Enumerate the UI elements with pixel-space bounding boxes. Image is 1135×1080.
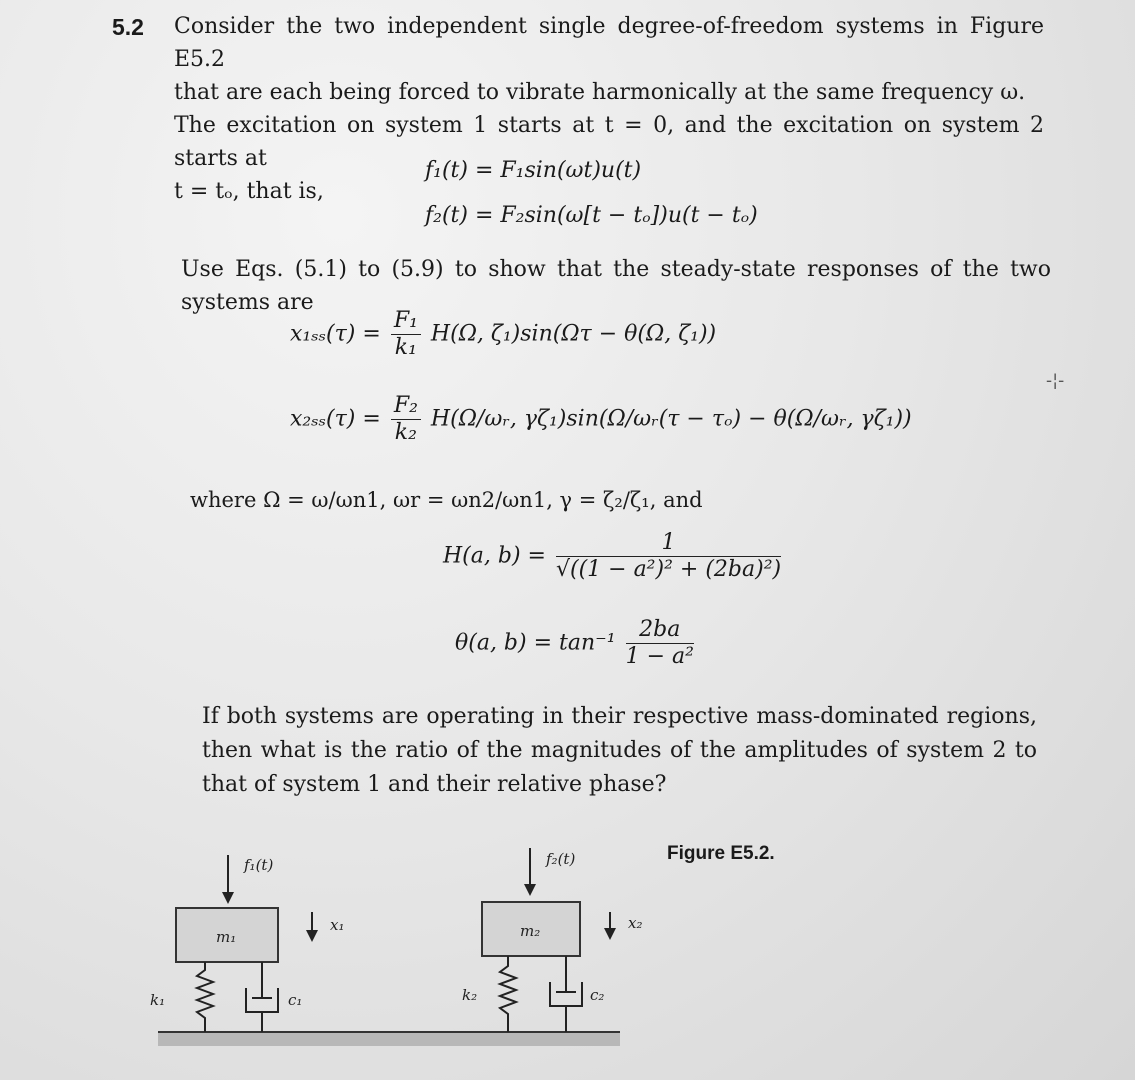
disp-arrowhead-2 — [604, 928, 616, 940]
corner-marker: -¦- — [1046, 370, 1065, 391]
use-equations-text: Use Eqs. (5.1) to (5.9) to show that the steady-state responses of the two systems are — [181, 257, 1051, 315]
x1-fraction — [391, 308, 421, 361]
x1-numerator: F₁ — [391, 308, 421, 335]
x2-rhs: H(Ω/ωᵣ, γζ₁)sin(Ω/ωᵣ(τ − τₒ) − θ(Ω/ωᵣ, γζ₁)) — [430, 406, 912, 432]
h-fraction — [556, 530, 781, 583]
x2-numerator: F₂ — [391, 393, 421, 420]
x2-fraction — [391, 393, 421, 446]
intro-line-2: that are each being forced to vibrate harmonically at the same frequency ω. — [174, 80, 1026, 105]
h-denominator: √((1 − a²)² + (2ba)²) — [555, 557, 782, 582]
equation-x2ss — [290, 393, 912, 446]
x2-lhs: x₂ₛₛ(τ) = — [290, 406, 381, 432]
figure-label: Figure E5.2. — [667, 843, 775, 864]
theta-numerator: 2ba — [626, 617, 694, 644]
theta-fraction — [626, 617, 694, 670]
theta-denominator: 1 − a² — [625, 644, 694, 669]
equation-f1: f₁(t) = F₁sin(ωt)u(t) — [425, 158, 642, 183]
spring-1 — [197, 962, 213, 1032]
h-numerator: 1 — [556, 530, 781, 557]
intro-line-4: t = tₒ, that is, — [174, 179, 324, 204]
damper-label-2: c₂ — [590, 986, 605, 1004]
x1-lhs: x₁ₛₛ(τ) = — [290, 321, 381, 347]
equation-theta — [455, 617, 697, 670]
problem-number: 5.2 — [112, 14, 144, 40]
mass-label-1: m₁ — [216, 928, 237, 946]
spring-2 — [500, 956, 516, 1032]
h-lhs: H(a, b) = — [443, 543, 546, 569]
figure-e5-2 — [0, 820, 1135, 1080]
intro-line-3: The excitation on system 1 starts at t = 0, and the excitation on system 2 starts at — [174, 113, 1044, 171]
x2-denominator: k₂ — [394, 420, 417, 445]
disp-label-2: x₂ — [628, 914, 643, 932]
force-arrowhead-1 — [222, 892, 234, 904]
x1-rhs: H(Ω, ζ₁)sin(Ωτ − θ(Ω, ζ₁)) — [430, 321, 717, 347]
ground — [158, 1032, 620, 1046]
question-text: If both systems are operating in their respective mass-dominated regions, then what is the ratio of the magnitudes of the amplitudes of system 2 to that of system 1 and their relative phase? — [202, 704, 1037, 797]
where-definitions: where Ω = ω/ωn1, ωr = ωn2/ωn1, γ = ζ₂/ζ₁, and — [190, 488, 703, 512]
spring-label-2: k₂ — [462, 986, 478, 1004]
force-label-2: f₂(t) — [546, 850, 576, 868]
equation-h — [443, 530, 784, 583]
force-label-1: f₁(t) — [244, 856, 274, 874]
spring-label-1: k₁ — [150, 991, 166, 1009]
damper-label-1: c₁ — [288, 991, 303, 1009]
disp-label-1: x₁ — [330, 916, 345, 934]
mass-label-2: m₂ — [520, 922, 541, 940]
x1-denominator: k₁ — [394, 335, 417, 360]
disp-arrowhead-1 — [306, 930, 318, 942]
intro-line-1: Consider the two independent single degree-of-freedom systems in Figure E5.2 — [174, 14, 1044, 72]
equation-f2: f₂(t) = F₂sin(ω[t − tₒ])u(t − tₒ) — [425, 203, 758, 228]
equation-x1ss — [290, 308, 716, 361]
force-arrowhead-2 — [524, 884, 536, 896]
theta-lhs: θ(a, b) = tan⁻¹ — [455, 630, 616, 656]
